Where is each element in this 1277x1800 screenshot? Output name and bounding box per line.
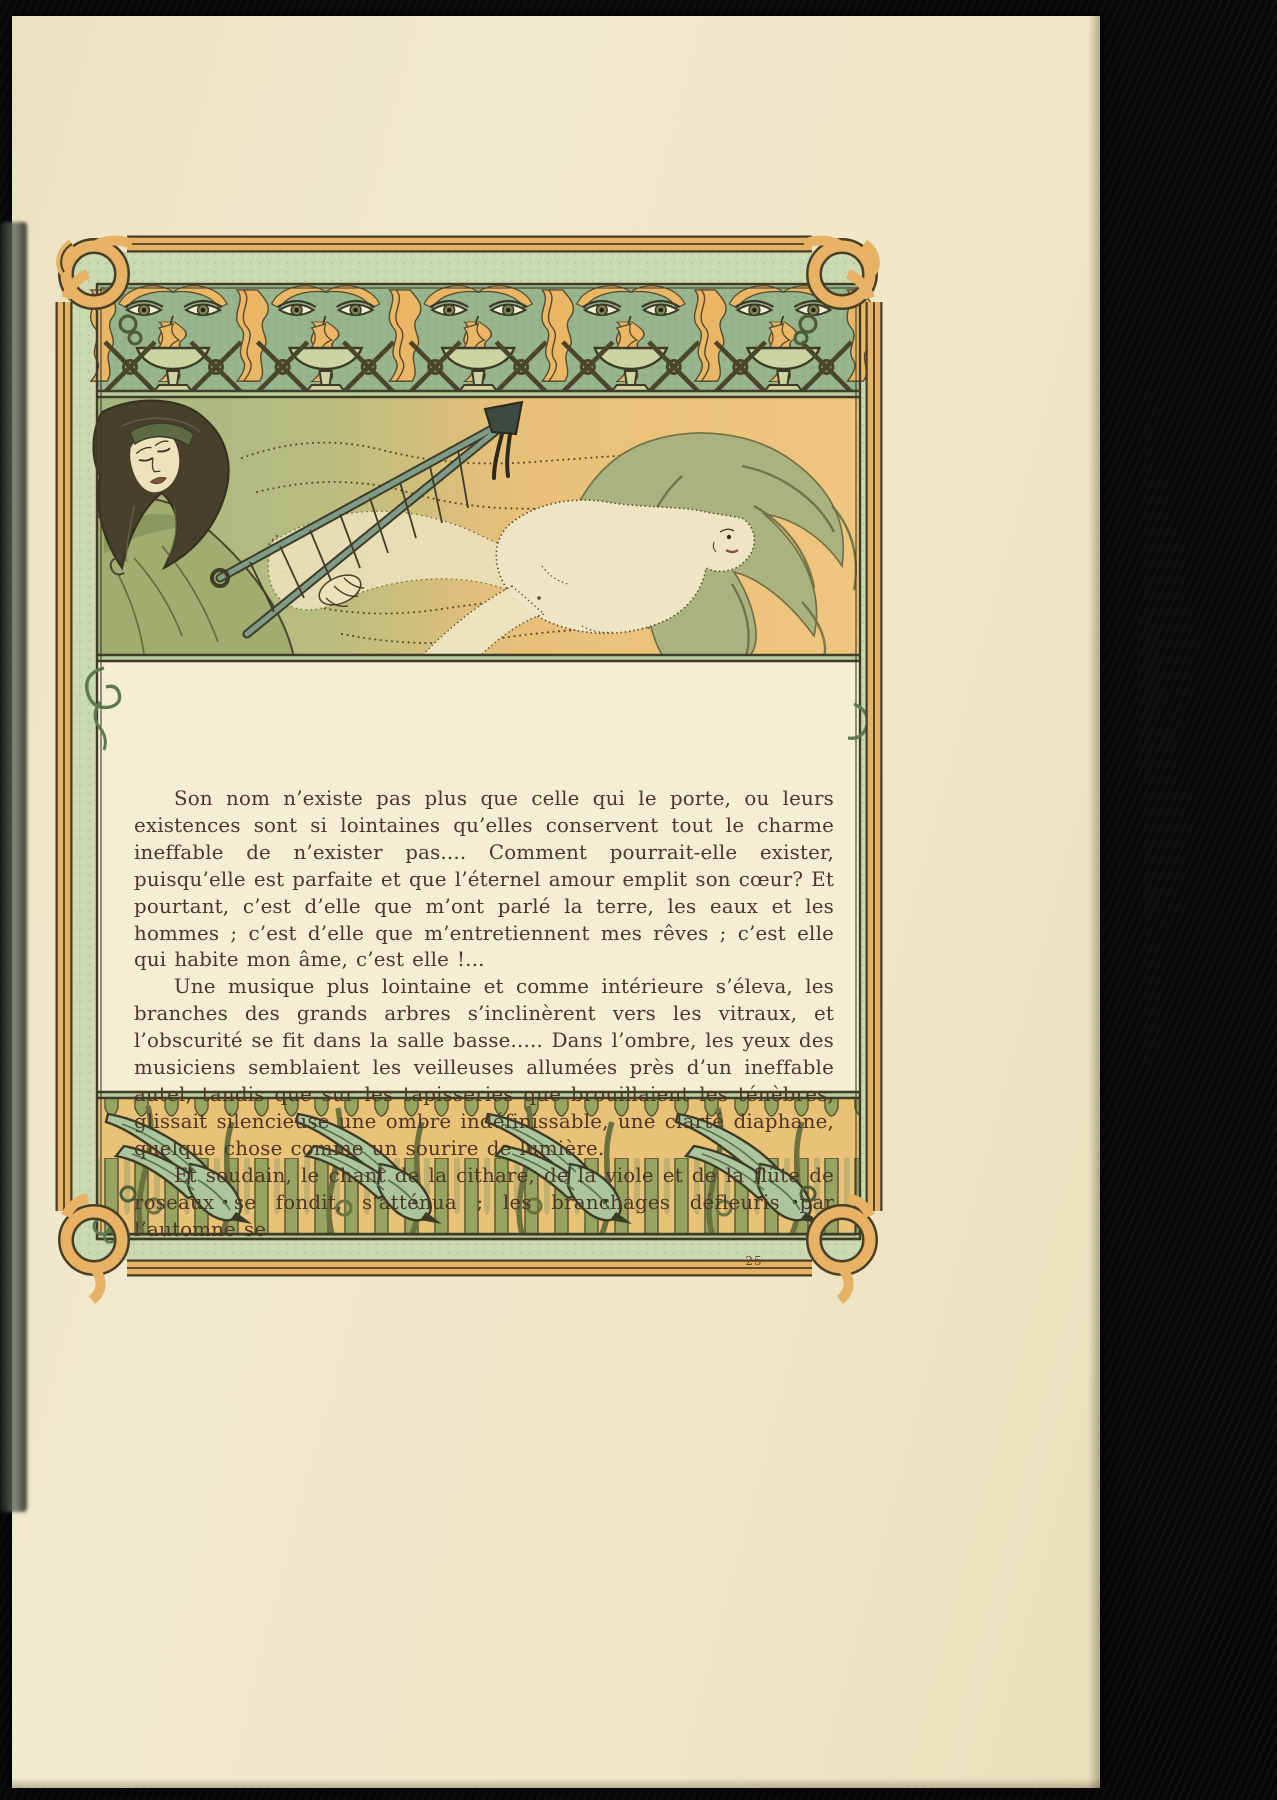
page-number: 25 xyxy=(745,1254,763,1268)
adjacent-page-edge xyxy=(0,222,27,1512)
book-page xyxy=(12,16,1100,1788)
body-text xyxy=(134,786,834,1241)
paragraph: Son nom n’existe pas plus que celle qui le porte, ou leurs existences sont si lointaines qu’elles conservent tout le charme ineffable de n’exister pas.... Comment pourrait-elle exister, puisqu’elle est parfaite et que l’éternel amour emplit son cœur? Et pourtant, c’est d’elle que m’ont parlé la terre, les eaux et les hommes ; c’est d’elle que m’entretiennent mes rêves ; c’est elle qui habite mon âme, c’est elle !... xyxy=(134,787,834,972)
paragraph: Une musique plus lointaine et comme intérieure s’éleva, les branches des grands arbres s’inclinèrent vers les vitraux, et l’obscurité se fit dans la salle basse..... Dans l’ombre, les yeux des musiciens semblaient les veilleuses allumées près d’un ineffable autel, tandis que sur les tapisseries que brouillaient les ténèbres, glissait silencieuse une ombre indéfinissable, une clarté diaphane, quelque chose comme un sourire de lumière. xyxy=(134,975,834,1160)
paragraph: Et soudain, le chant de la cithare, de la viole et de la flûte de roseaux se fondit, s’atténua ; les branchages défleuris par l’automne se xyxy=(134,1163,834,1241)
